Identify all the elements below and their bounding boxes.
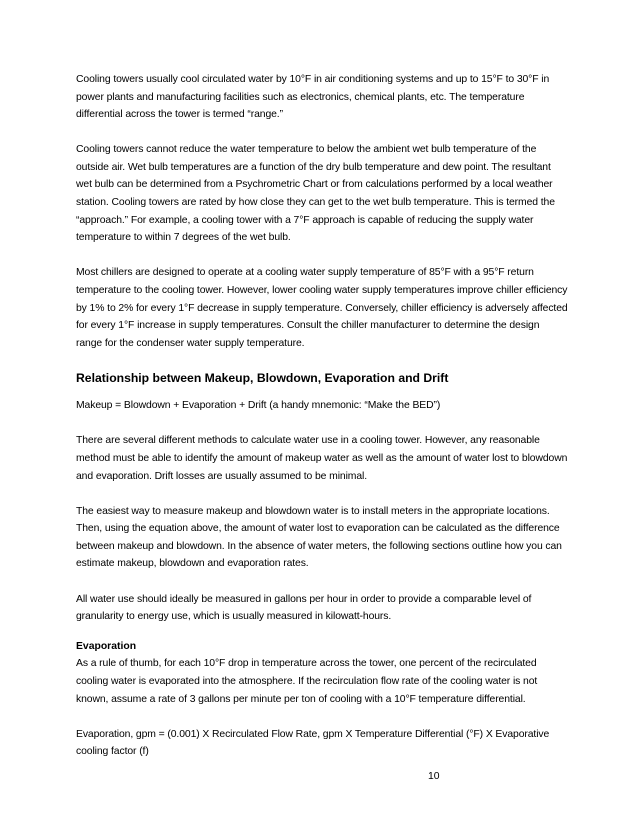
units-paragraph: All water use should ideally be measured in gallons per hour in order to provide a comparable level of granularity to energy use, which is usually measured in kilowatt-hours. — [76, 593, 532, 623]
evaporation-paragraph: As a rule of thumb, for each 10°F drop in temperature across the tower, one percent of the recirculated cooling water is evaporated into the atmosphere. If the recirculation flow rate of the cooling water is not known, assume a rate of 3 gallons per minute per ton of cooling with a 10°F temperature differential. — [76, 658, 538, 705]
evaporation-subheading: Evaporation — [76, 640, 137, 652]
page-number: 10 — [428, 771, 440, 782]
evaporation-formula: Evaporation, gpm = (0.001) X Recirculated Flow Rate, gpm X Temperature Differential (°F) X Evaporative cooling factor (f) — [76, 728, 550, 758]
page-body — [76, 71, 568, 761]
makeup-equation: Makeup = Blowdown + Evaporation + Drift (a handy mnemonic: “Make the BED”) — [76, 400, 441, 412]
methods-paragraph: There are several different methods to calculate water use in a cooling tower. However, any reasonable method must be able to identify the amount of makeup water as well as the amount of water lost to blowdown and evaporation. Drift losses are usually assumed to be minimal. — [76, 435, 568, 482]
section-heading: Relationship between Makeup, Blowdown, Evaporation and Drift — [76, 371, 449, 386]
meters-paragraph: The easiest way to measure makeup and blowdown water is to install meters in the appropriate locations. Then, using the equation above, the amount of water lost to evaporation can be calculated as the difference between makeup and blowdown. In the absence of water meters, the following sections outline how you can estimate makeup, blowdown and evaporation rates. — [76, 505, 562, 570]
approach-paragraph: Cooling towers cannot reduce the water temperature to below the ambient wet bulb temperature of the outside air. Wet bulb temperatures are a function of the dry bulb temperature and dew point. The resultant wet bulb can be determined from a Psychrometric Chart or from calculations performed by a local weather station. Cooling towers are rated by how close they can get to the wet bulb temperature. This is termed the “approach.” For example, a cooling tower with a 7°F approach is capable of reducing the supply water temperature to within 7 degrees of the wet bulb. — [76, 144, 555, 244]
range-paragraph: Cooling towers usually cool circulated water by 10°F in air conditioning systems and up to 15°F to 30°F in power plants and manufacturing facilities such as electronics, chemical plants, etc. The temperature differential across the tower is termed “range.” — [76, 74, 550, 121]
chiller-paragraph: Most chillers are designed to operate at a cooling water supply temperature of 85°F with a 95°F return temperature to the cooling tower. However, lower cooling water supply temperatures improve chiller efficiency by 1% to 2% for every 1°F decrease in supply temperature. Conversely, chiller efficiency is adversely affected for every 1°F increase in supply temperatures. Consult the chiller manufacturer to determine the design range for the condenser water supply temperature. — [76, 267, 568, 349]
